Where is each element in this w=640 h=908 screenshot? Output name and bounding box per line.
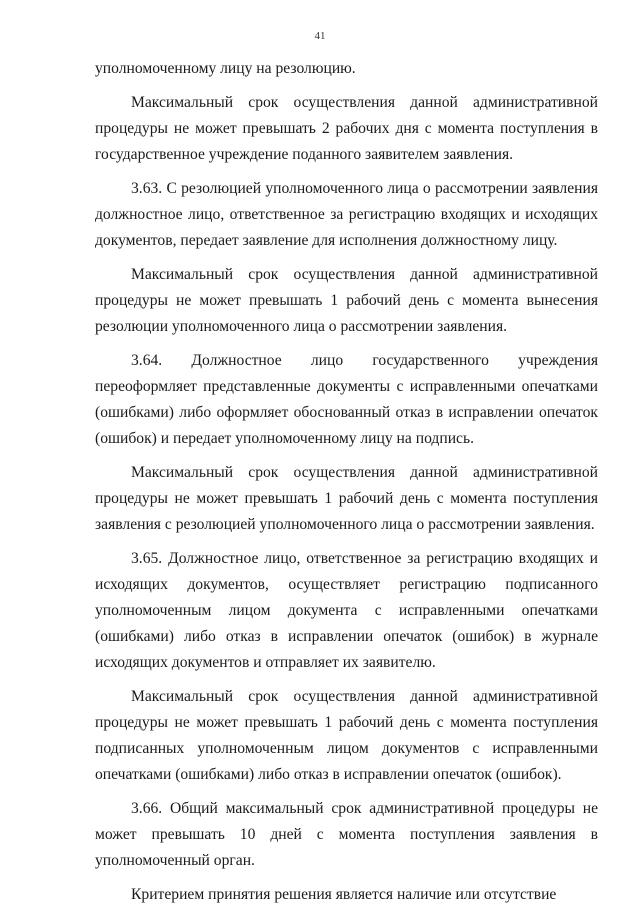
paragraph-time-limit: Максимальный срок осуществления данной административной процедуры не может превышать 1 рабочий день с момента поступления подписанных уполномоченным лицом документов с исправленными опечатками (ошибками) либо отказ в исправлении опечаток (ошибок). <box>95 688 598 783</box>
paragraph-3-66: 3.66. Общий максимальный срок административной процедуры не может превышать 10 дней с момента поступления заявления в уполномоченный орган. <box>95 800 598 869</box>
paragraph-3-63: 3.63. С резолюцией уполномоченного лица о рассмотрении заявления должностное лицо, ответственное за регистрацию входящих и исходящих документов, передает заявление для исполнения должностному лицу. <box>95 180 598 249</box>
paragraph-3-65: 3.65. Должностное лицо, ответственное за регистрацию входящих и исходящих документов, осуществляет регистрацию подписанного уполномоченным лицом документа с исправленными опечатками (ошибками) либо отказ в исправлении опечаток (ошибок) в журнале исходящих документов и отправляет их заявителю. <box>95 550 598 671</box>
page-number: 41 <box>314 30 326 42</box>
paragraph-3-64: 3.64. Должностное лицо государственного учреждения переоформляет представленные документы с исправленными опечатками (ошибками) либо оформляет обоснованный отказ в исправлении опечаток (ошибок) и передает уполномоченному лицу на подпись. <box>95 352 598 447</box>
paragraph-time-limit: Максимальный срок осуществления данной административной процедуры не может превышать 1 рабочий день с момента поступления заявления с резолюцией уполномоченного лица о рассмотрении заявления. <box>95 464 598 533</box>
paragraph-time-limit: Максимальный срок осуществления данной административной процедуры не может превышать 1 рабочий день с момента вынесения резолюции уполномоченного лица о рассмотрении заявления. <box>95 266 598 335</box>
document-text <box>95 56 598 908</box>
paragraph-continuation: уполномоченному лицу на резолюцию. <box>95 60 356 77</box>
paragraph-criterion: Критерием принятия решения является наличие или отсутствие <box>131 886 557 903</box>
paragraph-time-limit: Максимальный срок осуществления данной административной процедуры не может превышать 2 рабочих дня с момента поступления в государственное учреждение поданного заявителем заявления. <box>95 94 598 163</box>
